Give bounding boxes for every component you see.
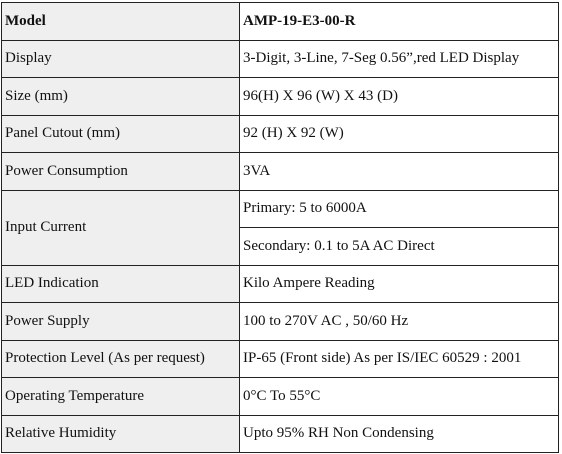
spec-table [1,2,559,453]
row-label: Size (mm) [2,78,240,116]
row-value: Kilo Ampere Reading [240,265,559,303]
row-label: Display [2,40,240,78]
row-value: 92 (H) X 92 (W) [240,115,559,153]
row-value: 96(H) X 96 (W) X 43 (D) [240,78,559,116]
row-label: Protection Level (As per request) [2,340,240,378]
row-label: Input Current [2,190,240,265]
row-value: 0°C To 55°C [240,378,559,416]
table-row [2,340,559,378]
row-value: 3-Digit, 3-Line, 7-Seg 0.56”,red LED Display [240,40,559,78]
row-label: Operating Temperature [2,378,240,416]
row-value: IP-65 (Front side) As per IS/IEC 60529 : 2001 [240,340,559,378]
row-value: Upto 95% RH Non Condensing [240,415,559,453]
header-label-cell: Model [2,3,240,41]
model-number-cell: AMP-19-E3-00-R [240,3,559,41]
row-label: Relative Humidity [2,415,240,453]
table-row [2,115,559,153]
table-row [2,153,559,191]
row-label: Panel Cutout (mm) [2,115,240,153]
table-header-row [2,3,559,41]
table-row [2,265,559,303]
table-row [2,303,559,341]
row-value: 3VA [240,153,559,191]
table-row [2,378,559,416]
table-row [2,415,559,453]
row-label: Power Supply [2,303,240,341]
row-label: LED Indication [2,265,240,303]
row-value-secondary: Secondary: 0.1 to 5A AC Direct [240,228,559,266]
table-row [2,78,559,116]
row-label: Power Consumption [2,153,240,191]
table-row [2,190,559,228]
row-value-primary: Primary: 5 to 6000A [240,190,559,228]
row-value: 100 to 270V AC , 50/60 Hz [240,303,559,341]
table-row [2,40,559,78]
